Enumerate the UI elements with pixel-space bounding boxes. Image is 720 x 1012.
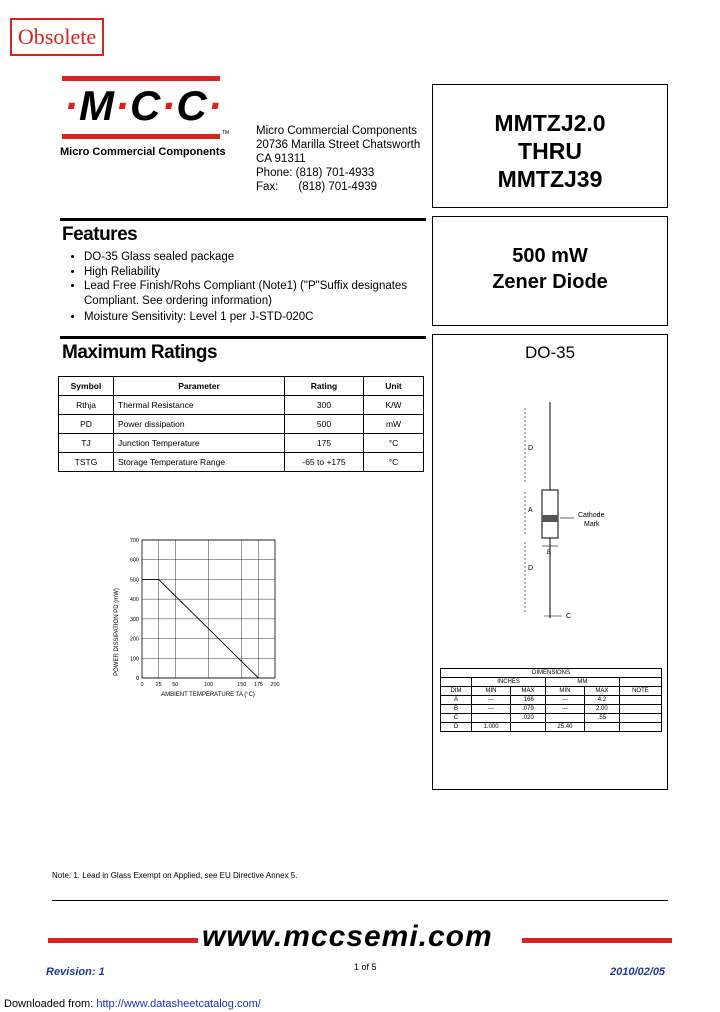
- phone: Phone: (818) 701-4933: [256, 167, 375, 179]
- x-axis-label: AMBIENT TEMPERATURE TA (°C): [161, 692, 255, 698]
- fax: Fax: (818) 701-4939: [256, 181, 378, 193]
- table-row: D 1.000 25.40: [441, 723, 662, 732]
- package-name: DO-35: [524, 343, 576, 362]
- desc-line-1: 500 mW: [512, 245, 588, 267]
- feature-item: • Moisture Sensitivity: Level 1 per J-STD-020C: [84, 310, 430, 325]
- table-row: B --- .079 --- 2.00: [441, 705, 662, 714]
- label-c: C: [566, 613, 572, 620]
- label-d-top: D: [528, 445, 534, 452]
- x-tick-label: 150: [237, 682, 247, 688]
- ratings-header-row: Symbol Parameter Rating Unit: [59, 377, 424, 396]
- y-tick-label: 200: [129, 636, 139, 643]
- features-list: [60, 250, 430, 325]
- page-number: 1 of 5: [354, 962, 377, 972]
- x-tick-label: 25: [155, 682, 162, 688]
- street: 20736 Marilla Street Chatsworth: [256, 139, 421, 151]
- table-row: TJ Junction Temperature 175 °C: [59, 434, 424, 453]
- x-tick-label: 100: [203, 682, 214, 688]
- y-tick-label: 500: [129, 577, 139, 584]
- y-tick-label: 0: [135, 676, 139, 682]
- revision: Revision: 1: [46, 966, 105, 978]
- x-tick-label: 0: [140, 682, 144, 688]
- y-tick-label: 100: [129, 656, 139, 663]
- part-line-2: THRU: [518, 138, 582, 164]
- label-a: A: [528, 507, 533, 514]
- derating-curve: [142, 579, 258, 678]
- download-line: Downloaded from: http://www.datasheetcatalog.com/: [4, 998, 261, 1010]
- logo-text: ·M·C·C·: [64, 82, 223, 129]
- description-box: [432, 216, 668, 326]
- table-row: Rthja Thermal Resistance 300 K/W: [59, 396, 424, 415]
- web-bar-left: [48, 938, 198, 943]
- obsolete-stamp: Obsolete: [10, 18, 104, 56]
- derating-chart: [100, 532, 290, 702]
- revision-date: 2010/02/05: [610, 966, 666, 978]
- logo-top-bar: [62, 76, 220, 81]
- do35-outline-drawing: [500, 402, 630, 632]
- y-tick-label: 400: [129, 597, 139, 604]
- cathode-band: [542, 515, 558, 522]
- dims-title: DIMENSIONS: [441, 669, 662, 678]
- company-name: Micro Commercial Components: [256, 125, 418, 137]
- label-cathode: Cathode: [578, 512, 605, 519]
- y-tick-label: 300: [129, 616, 139, 623]
- table-row: A --- .166 --- 4.2: [441, 696, 662, 705]
- y-tick-label: 600: [129, 557, 139, 564]
- download-link[interactable]: http://www.datasheetcatalog.com/: [96, 998, 261, 1010]
- ratings-bar: [60, 336, 426, 339]
- feature-item: • DO-35 Glass sealed package: [84, 250, 430, 265]
- desc-line-2: Zener Diode: [492, 271, 608, 293]
- company-address: [256, 124, 420, 194]
- table-row: TSTG Storage Temperature Range -65 to +175 °C: [59, 453, 424, 472]
- y-axis-label: POWER DISSIPATION PD (mW): [114, 588, 120, 676]
- footnote: Note: 1. Lead in Glass Exempt on Applied, see EU Directive Annex 5.: [52, 871, 298, 880]
- part-line-1: MMTZJ2.0: [494, 110, 606, 136]
- dimensions-table: DIMENSIONS INCHES MM DIM MIN MAX MIN MAX NOTE A --- .166 --- 4.2 B --- .079 --- 2.00 C .020 .55 D 1.000 25.40: [440, 668, 662, 732]
- web-bar-right: [522, 938, 672, 943]
- logo-bottom-bar: [62, 134, 220, 139]
- trademark: TM: [222, 130, 230, 136]
- feature-item: • Lead Free Finish/Rohs Compliant (Note1) ("P"Suffix designates Compliant. See ordering information): [84, 279, 430, 308]
- label-b: B: [547, 550, 552, 556]
- label-mark: Mark: [584, 521, 600, 528]
- part-number-box: [432, 84, 668, 208]
- website[interactable]: www.mccsemi.com: [202, 920, 493, 953]
- x-tick-label: 200: [270, 682, 280, 688]
- city: CA 91311: [256, 153, 306, 165]
- ratings-title: Maximum Ratings: [62, 342, 218, 363]
- part-line-3: MMTZJ39: [497, 166, 603, 192]
- table-row: C .020 .55: [441, 714, 662, 723]
- features-title: Features: [62, 224, 138, 245]
- feature-item: • High Reliability: [84, 265, 430, 280]
- diode-body: [542, 490, 558, 538]
- x-tick-label: 175: [253, 682, 263, 688]
- dims-header-row: DIM MIN MAX MIN MAX NOTE: [441, 687, 662, 696]
- x-tick-label: 50: [172, 682, 179, 688]
- table-row: PD Power dissipation 500 mW: [59, 415, 424, 434]
- logo-subtitle: Micro Commercial Components: [60, 146, 226, 158]
- divider: [52, 900, 668, 901]
- ratings-table: [58, 376, 424, 472]
- features-bar: [60, 218, 426, 221]
- label-d-bottom: D: [528, 565, 534, 572]
- y-tick-label: 700: [129, 538, 139, 544]
